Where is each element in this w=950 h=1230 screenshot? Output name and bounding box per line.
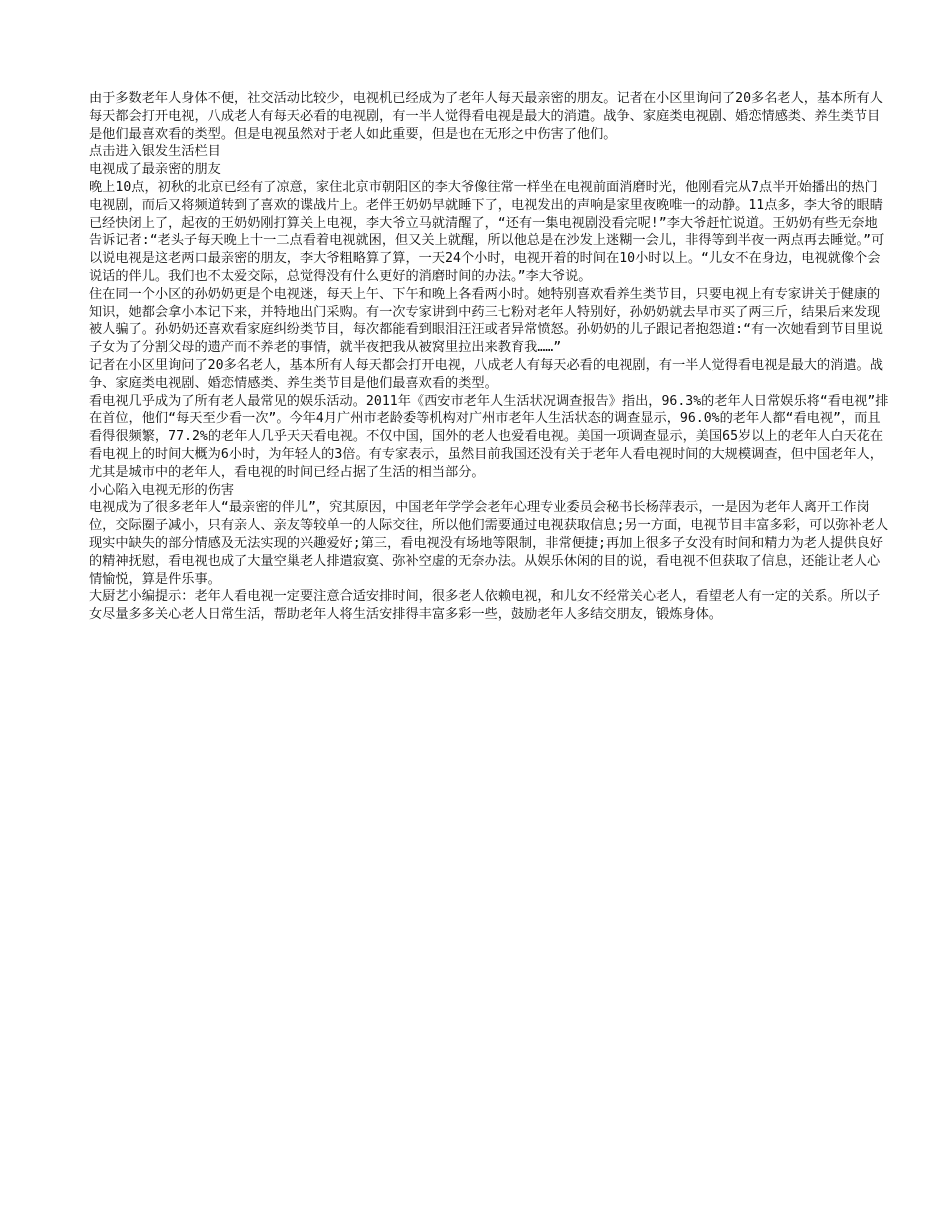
paragraph-statistics: 看电视几乎成为了所有老人最常见的娱乐活动。2011年《西安市老年人生活状况调查报告》指出，96.3%的老年人日常娱乐将“看电视”排在首位，他们“每天至少看一次”。今年4月广州市老龄委等机构对广州市老年人生活状态的调查显示，96.0%的老年人都“看电视”，而且看得很频繁，77.2%的老年人几乎天天看电视。不仅中国，国外的老人也爱看电视。美国一项调查显示，美国65岁以上的老年人白天花在看电视上的时间大概为6小时，为年轻人的3倍。有专家表示，虽然目前我国还没有关于老年人看电视时间的大规模调查，但中国老年人，尤其是城市中的老年人，看电视的时间已经占据了生活的相当部分。 — [89, 393, 889, 480]
silver-life-column-link[interactable]: 点击进入银发生活栏目 — [89, 144, 221, 160]
intro-paragraph: 由于多数老年人身体不便，社交活动比较少，电视机已经成为了老年人每天最亲密的朋友。记者在小区里询问了20多名老人，基本所有人每天都会打开电视，八成老人有每天必看的电视剧，有一半人觉得看电视是最大的消遣。战争、家庭类电视剧、婚恋情感类、养生类节目是他们最喜欢看的类型。但是电视虽然对于老人如此重要，但是也在无形之中伤害了他们。 — [89, 91, 883, 142]
paragraph-li-daye: 晚上10点，初秋的北京已经有了凉意，家住北京市朝阳区的李大爷像往常一样坐在电视前面消磨时光，他刚看完从7点半开始播出的热门电视剧，而后又将频道转到了喜欢的谍战片上。老伴王奶奶早就睡下了，电视发出的声响是家里夜晚唯一的动静。11点多，李大爷的眼睛已经快闭上了，起夜的王奶奶刚打算关上电视，李大爷立马就清醒了，“还有一集电视剧没看完呢!”李大爷赶忙说道。王奶奶有些无奈地告诉记者:“老头子每天晚上十一二点看着电视就困，但又关上就醒，所以他总是在沙发上迷糊一会儿，非得等到半夜一两点再去睡觉。”可以说电视是这老两口最亲密的朋友，李大爷粗略算了算，一天24个小时，电视开着的时间在10小时以上。“儿女不在身边，电视就像个会说话的伴儿。我们也不太爱交际，总觉得没有什么更好的消磨时间的办法。”李大爷说。 — [89, 179, 885, 284]
paragraph-expert-reasons: 电视成为了很多老年人“最亲密的伴儿”，究其原因，中国老年学学会老年心理专业委员会秘书长杨萍表示，一是因为老年人离开工作岗位，交际圈子减小，只有亲人、亲友等较单一的人际交往，所以他们需要通过电视获取信息;另一方面，电视节目丰富多彩，可以弥补老人现实中缺失的部分情感及无法实现的兴趣爱好;第三，看电视没有场地等限制，非常便捷;再加上很多子女没有时间和精力为老人提供良好的精神抚慰，看电视也成了大量空巢老人排遣寂寞、弥补空虚的无奈办法。从娱乐休闲的目的说，看电视不但获取了信息，还能让老人心情愉悦，算是件乐事。 — [89, 500, 889, 587]
paragraph-sun-nainai: 住在同一个小区的孙奶奶更是个电视迷，每天上午、下午和晚上各看两小时。她特别喜欢看养生类节目，只要电视上有专家讲关于健康的知识，她都会拿小本记下来，并特地出门采购。有一次专家讲到中药三七粉对老年人特别好，孙奶奶就去早市买了两三斤，结果后来发现被人骗了。孙奶奶还喜欢看家庭纠纷类节目，每次都能看到眼泪汪汪或者异常愤怒。孙奶奶的儿子跟记者抱怨道:“有一次她看到节目里说子女为了分割父母的遗产而不养老的事情，就半夜把我从被窝里拉出来教育我……” — [89, 286, 883, 356]
article-body — [89, 90, 889, 624]
paragraph-survey: 记者在小区里询问了20多名老人，基本所有人每天都会打开电视，八成老人有每天必看的电视剧，有一半人觉得看电视是最大的消遣。战争、家庭类电视剧、婚恋情感类、养生类节目是他们最喜欢看的类型。 — [89, 357, 883, 391]
section-title-best-friend: 电视成了最亲密的朋友 — [89, 162, 221, 178]
section-title-invisible-harm: 小心陷入电视无形的伤害 — [89, 482, 235, 498]
editor-tip: 大厨艺小编提示：老年人看电视一定要注意合适安排时间，很多老人依赖电视，和儿女不经常关心老人，看望老人有一定的关系。所以子女尽量多多关心老人日常生活，帮助老年人将生活安排得丰富多彩一些，鼓励老年人多结交朋友，锻炼身体。 — [89, 589, 881, 623]
